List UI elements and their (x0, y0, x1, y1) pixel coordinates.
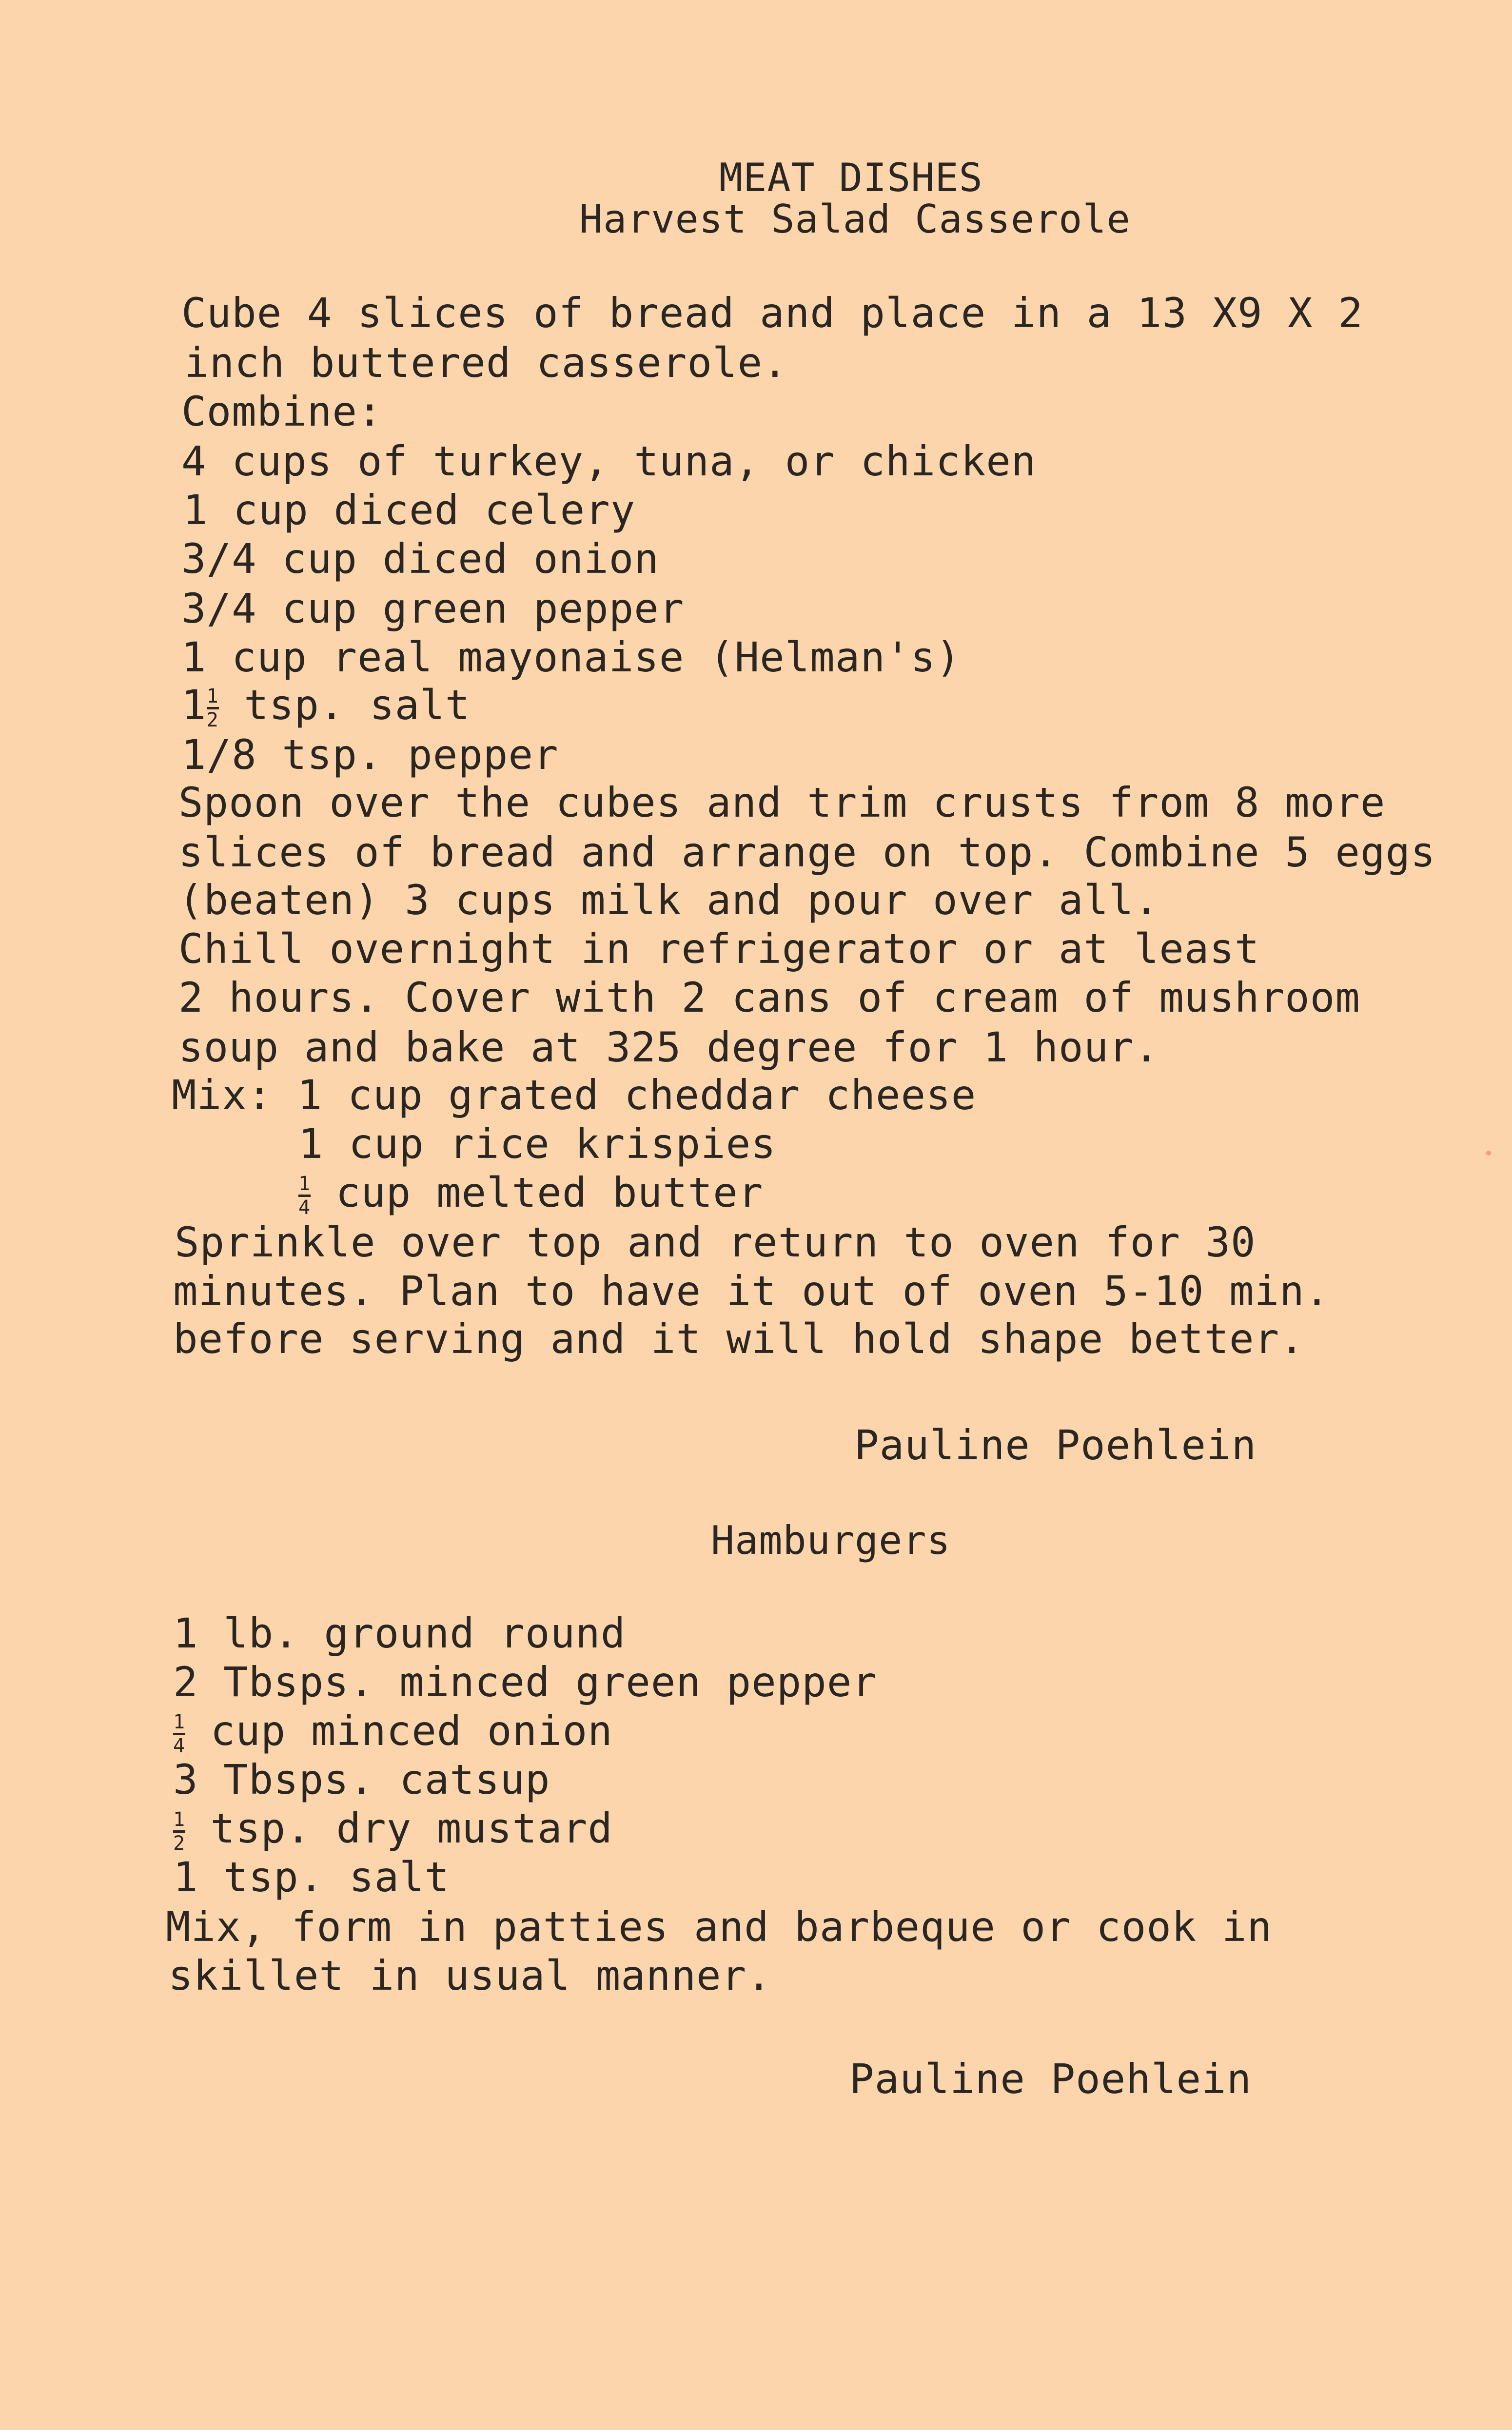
onion-fraction: 1 4 (173, 1710, 186, 1757)
salt-whole: 1 (181, 681, 207, 729)
topping-line: 1 cup rice krispies (298, 1120, 776, 1168)
recipe1-line: (beaten) 3 cups milk and pour over all. (178, 876, 1159, 924)
ingredient-line-mustard: 1 2 tsp. dry mustard (173, 1804, 613, 1855)
paper-stain (1486, 1151, 1491, 1156)
recipe1-line: 2 hours. Cover with 2 cans of cream of mushroom (178, 974, 1360, 1021)
ingredient-line: 3/4 cup green pepper (181, 585, 685, 632)
topping-line: Mix: 1 cup grated cheddar cheese (172, 1071, 977, 1119)
ingredient-line: 3 Tbsps. catsup (173, 1756, 550, 1803)
ingredient-line: 1 cup diced celery (183, 486, 636, 534)
butter-fraction: 1 4 (298, 1172, 311, 1219)
ingredient-line: 1 cup real mayonaise (Helman's) (181, 633, 961, 681)
recipe1-line: before serving and it will hold shape better. (173, 1315, 1305, 1363)
recipe1-line: Spoon over the cubes and trim crusts from 8 more (178, 779, 1386, 826)
ingredient-line: 4 cups of turkey, tuna, or chicken (181, 437, 1037, 485)
recipe1-line: soup and bake at 325 degree for 1 hour. (178, 1023, 1159, 1071)
ingredient-line: 1 tsp. salt (173, 1853, 450, 1901)
ingredient-line: 2 Tbsps. minced green pepper (173, 1658, 878, 1706)
section-heading: MEAT DISHES (719, 155, 983, 200)
recipe2-line: Mix, form in patties and barbeque or cook in (166, 1903, 1273, 1951)
recipe-title-harvest-salad-casserole: Harvest Salad Casserole (579, 196, 1131, 242)
recipe1-line: Combine: (181, 388, 383, 435)
recipe2-line: skillet in usual manner. (168, 1952, 772, 1999)
mustard-fraction: 1 2 (173, 1808, 186, 1855)
recipe2-author: Pauline Poehlein (849, 2055, 1252, 2103)
recipe1-line: minutes. Plan to have it out of oven 5-10 min. (173, 1267, 1330, 1315)
recipe1-line: Sprinkle over top and return to oven for 30 (175, 1218, 1256, 1266)
recipe1-line: inch buttered casserole. (184, 339, 788, 387)
recipe-title-hamburgers: Hamburgers (711, 1518, 951, 1563)
ingredient-line-salt: 1 1 2 tsp. salt (181, 681, 471, 731)
recipe1-line: Cube 4 slices of bread and place in a 13 X9 X 2 (181, 289, 1363, 337)
recipe1-line: Chill overnight in refrigerator or at least (178, 925, 1260, 973)
salt-fraction: 1 2 (206, 685, 219, 731)
ingredient-line: 3/4 cup diced onion (181, 535, 659, 583)
ingredient-line-onion: 1 4 cup minced onion (173, 1707, 613, 1757)
ingredient-line: 1 lb. ground round (173, 1609, 626, 1657)
ingredient-line: 1/8 tsp. pepper (181, 731, 559, 779)
topping-line-butter: 1 4 cup melted butter (298, 1169, 764, 1219)
recipe1-author: Pauline Poehlein (854, 1421, 1257, 1469)
recipe1-line: slices of bread and arrange on top. Combine 5 eggs (178, 828, 1436, 876)
